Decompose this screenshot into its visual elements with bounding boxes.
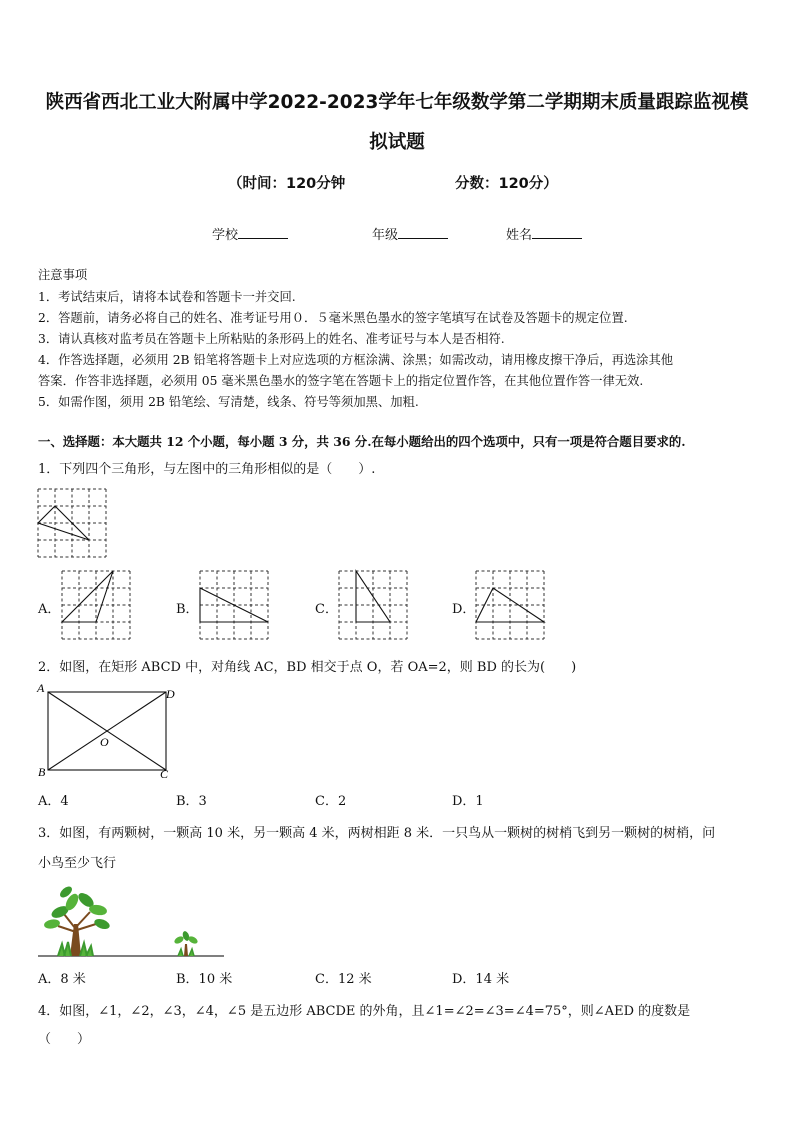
grade-label: 年级: [372, 228, 399, 243]
q1-reference-figure: [38, 489, 108, 559]
q1-option-d[interactable]: D．: [452, 602, 476, 617]
q2-option-d[interactable]: D．1: [452, 794, 484, 809]
label-b: B: [38, 765, 46, 779]
short-tree-icon: [173, 930, 199, 956]
label-c: C: [160, 767, 169, 781]
exam-title-line1: 陕西省西北工业大附属中学2022-2023学年七年级数学第二学期期末质量跟踪监视模: [45, 92, 749, 113]
exam-time: （时间：120分钟: [228, 176, 346, 192]
q3-option-d[interactable]: D．14 米: [452, 972, 510, 987]
question-3-text-line1: 3．如图，有两颗树，一颗高 10 米，另一颗高 4 米，两树相距 8 米．一只鸟从一颗树的树梢飞到另一颗树的树梢，问: [38, 826, 716, 841]
name-label: 姓名: [506, 228, 533, 243]
name-field[interactable]: [506, 224, 582, 243]
q1-option-a-figure[interactable]: [62, 571, 132, 641]
q2-option-a[interactable]: A．4: [38, 794, 69, 809]
notice-heading: 注意事项: [38, 268, 88, 282]
school-blank[interactable]: [238, 226, 288, 239]
q1-option-b-figure[interactable]: [200, 571, 270, 641]
q3-option-c[interactable]: C．12 米: [315, 972, 372, 987]
label-a: A: [37, 681, 45, 695]
q1-option-b[interactable]: B．: [176, 602, 199, 617]
grade-blank[interactable]: [398, 226, 448, 239]
label-o: O: [100, 735, 109, 749]
school-field[interactable]: [212, 224, 288, 243]
grade-field[interactable]: [372, 224, 448, 243]
question-3-text-line2: 小鸟至少飞行: [38, 856, 117, 871]
school-label: 学校: [212, 228, 239, 243]
tall-tree-icon: [43, 884, 111, 956]
notice-item: 5．如需作图，须用 2B 铅笔绘、写清楚，线条、符号等须加黑、加粗.: [38, 395, 419, 409]
section-heading: 一、选择题：本大题共 12 个小题，每小题 3 分，共 36 分.在每小题给出的四个选项中，只有一项是符合题目要求的.: [38, 434, 686, 449]
q3-option-a[interactable]: A．8 米: [38, 972, 86, 987]
q3-option-b[interactable]: B．10 米: [176, 972, 233, 987]
option-a-triangle: [62, 571, 113, 622]
name-blank[interactable]: [532, 226, 582, 239]
question-4-text-line2: （ ）: [38, 1032, 91, 1047]
notice-item: 答案．作答非选择题，必须用 05 毫米黑色墨水的签字笔在答题卡上的指定位置作答，在其他位置作答一律无效.: [38, 374, 644, 388]
q3-trees-figure: [38, 888, 228, 960]
label-d: D: [166, 687, 175, 701]
question-1-text: 1．下列四个三角形，与左图中的三角形相似的是（ ）.: [38, 462, 376, 477]
notice-item: 1．考试结束后，请将本试卷和答题卡一并交回.: [38, 290, 296, 304]
notice-item: 2．答题前，请务必将自己的姓名、准考证号用０．５毫米黑色墨水的签字笔填写在试卷及答题卡的规定位置.: [38, 311, 628, 325]
q1-option-a[interactable]: A．: [38, 602, 61, 617]
q2-option-c[interactable]: C．2: [315, 794, 347, 809]
q1-option-c-figure[interactable]: [339, 571, 409, 641]
exam-score: 分数：120分）: [455, 176, 558, 192]
q2-rectangle-figure: [36, 682, 186, 782]
notice-item: 4．作答选择题，必须用 2B 铅笔将答题卡上对应选项的方框涂满、涂黑；如需改动，请用橡皮擦干净后，再选涂其他: [38, 353, 674, 367]
notice-item: 3．请认真核对监考员在答题卡上所粘贴的条形码上的姓名、准考证号与本人是否相符.: [38, 332, 505, 346]
q2-option-b[interactable]: B．3: [176, 794, 207, 809]
question-2-text: 2．如图，在矩形 ABCD 中，对角线 AC，BD 相交于点 O，若 OA=2，则 BD 的长为( ): [38, 660, 577, 675]
exam-title-line2: 拟试题: [369, 132, 425, 153]
q1-option-d-figure[interactable]: [476, 571, 546, 641]
q1-option-c[interactable]: C．: [315, 602, 338, 617]
question-4-text-line1: 4．如图，∠1，∠2，∠3，∠4，∠5 是五边形 ABCDE 的外角，且∠1=∠2=∠3=∠4=75°，则∠AED 的度数是: [38, 1004, 691, 1019]
